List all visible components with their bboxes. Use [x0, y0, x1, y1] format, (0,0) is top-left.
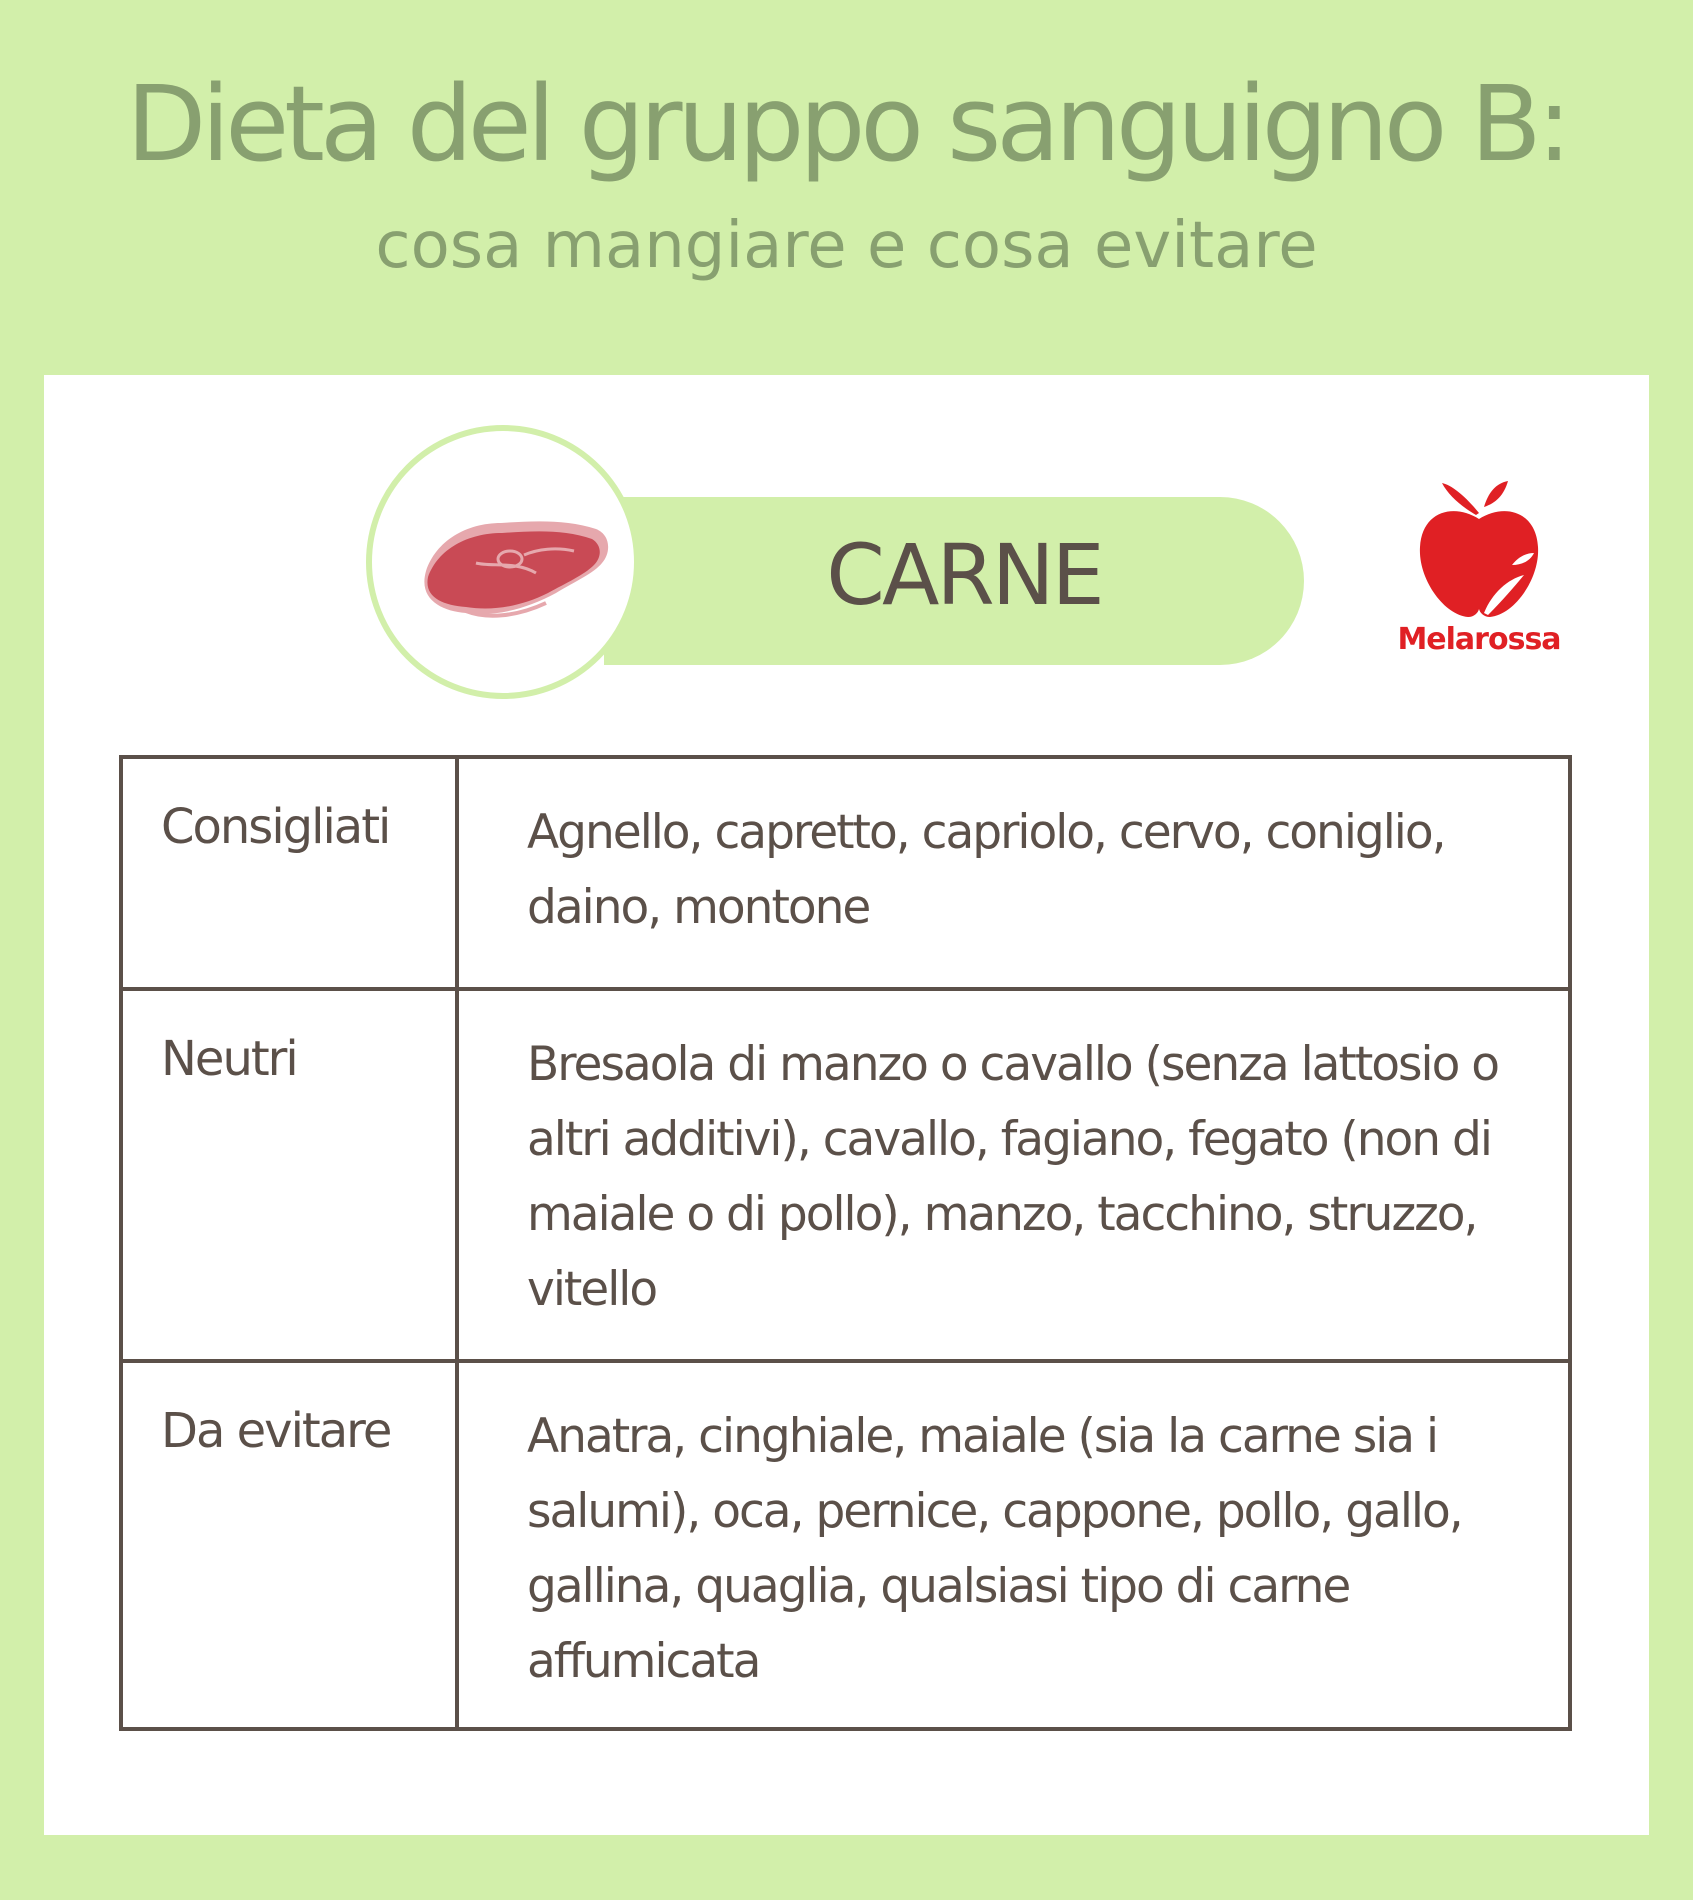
row-text: Agnello, capretto, capriolo, cervo, coniglio, daino, montone: [527, 805, 1445, 935]
food-table: [119, 755, 1572, 1731]
apple-icon: [1384, 475, 1574, 620]
row-label: Consigliati: [123, 759, 459, 987]
category-icon-circle: [366, 425, 640, 699]
header: [0, 0, 1693, 370]
category-label: CARNE: [826, 526, 1102, 624]
table-row-neutri: [123, 987, 1568, 1359]
row-text: Bresaola di manzo o cavallo (senza lattosio o altri additivi), cavallo, fagiano, fegato (non di maiale o di pollo), manzo, tacchino, struzzo, vitello: [527, 1037, 1499, 1317]
brand-logo: [1384, 475, 1574, 675]
content-card: [44, 375, 1649, 1835]
brand-name: Melarossa: [1397, 622, 1561, 657]
meat-steak-icon: [406, 501, 616, 631]
row-label: Da evitare: [123, 1363, 459, 1727]
page-title: Dieta del gruppo sanguigno B:: [126, 63, 1567, 185]
table-row-consigliati: [123, 759, 1568, 987]
table-row-da-evitare: [123, 1359, 1568, 1727]
row-text: Anatra, cinghiale, maiale (sia la carne sia i salumi), oca, pernice, cappone, pollo, gallo, gallina, quaglia, qualsiasi tipo di carne affumicata: [527, 1409, 1462, 1689]
page-subtitle: cosa mangiare e cosa evitare: [375, 209, 1318, 283]
row-label: Neutri: [123, 991, 459, 1359]
